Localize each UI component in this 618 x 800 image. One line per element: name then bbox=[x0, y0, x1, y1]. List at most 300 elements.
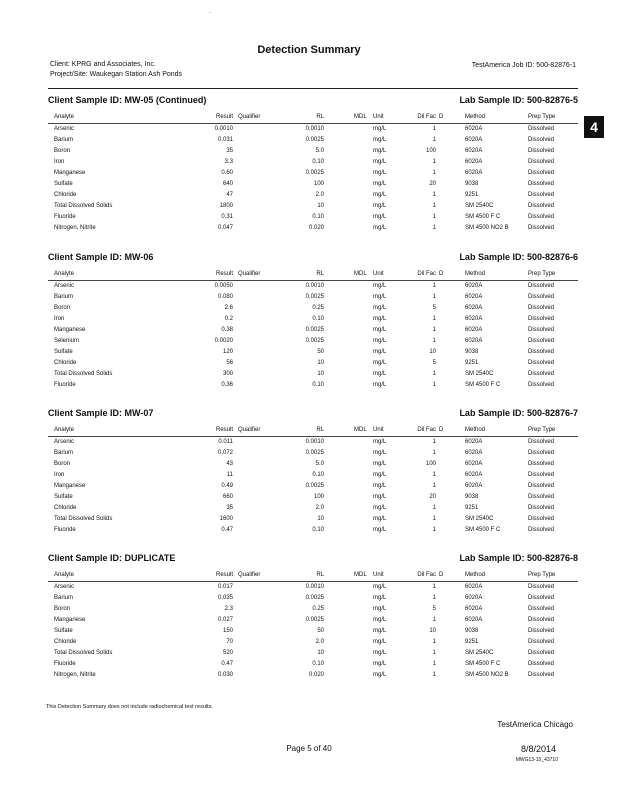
table-row bbox=[48, 179, 578, 190]
cell-method: 6020A bbox=[465, 472, 483, 478]
cell-analyte: Nitrogen, Nitrite bbox=[54, 672, 96, 678]
table-column-headers bbox=[48, 570, 578, 582]
cell-analyte: Sulfate bbox=[54, 349, 73, 355]
cell-rl: 100 bbox=[313, 494, 324, 500]
cell-unit: mg/L bbox=[373, 382, 387, 388]
table-row bbox=[48, 615, 578, 626]
column-header-d: D bbox=[439, 572, 444, 578]
cell-analyte: Arsenic bbox=[54, 584, 75, 590]
cell-analyte: Manganese bbox=[54, 617, 86, 623]
cell-result: 0.080 bbox=[217, 294, 233, 300]
header-divider bbox=[48, 88, 578, 89]
cell-prep-type: Dissolved bbox=[528, 214, 555, 220]
table-row bbox=[48, 358, 578, 369]
cell-dil-fac: 1 bbox=[432, 225, 436, 231]
cell-method: 9038 bbox=[465, 494, 479, 500]
cell-dil-fac: 1 bbox=[432, 294, 436, 300]
cell-rl: 10 bbox=[317, 650, 324, 656]
cell-unit: mg/L bbox=[373, 672, 387, 678]
cell-analyte: Arsenic bbox=[54, 439, 75, 445]
cell-result: 0.49 bbox=[221, 483, 233, 489]
column-header-dil-fac: Dil Fac bbox=[417, 271, 436, 277]
cell-result: 0.47 bbox=[221, 661, 233, 667]
column-header-result: Result bbox=[215, 271, 233, 277]
cell-result: 0.011 bbox=[218, 439, 233, 445]
table-row bbox=[48, 168, 578, 179]
cell-rl: 0.0025 bbox=[305, 617, 324, 623]
cell-method: 6020A bbox=[465, 327, 483, 333]
cell-analyte: Boron bbox=[54, 148, 71, 154]
cell-prep-type: Dissolved bbox=[528, 450, 555, 456]
client-name: Client: KPRG and Associates, Inc. bbox=[50, 61, 156, 68]
column-header-dil-fac: Dil Fac bbox=[417, 427, 436, 433]
table-column-headers bbox=[48, 112, 578, 124]
sample-section-header bbox=[48, 553, 578, 566]
table-row bbox=[48, 448, 578, 459]
cell-unit: mg/L bbox=[373, 327, 387, 333]
cell-dil-fac: 1 bbox=[432, 316, 436, 322]
cell-prep-type: Dissolved bbox=[528, 305, 555, 311]
client-sample-id: Client Sample ID: MW-07 bbox=[48, 408, 154, 418]
column-header-prep-type: Prep Type bbox=[528, 114, 556, 120]
table-row bbox=[48, 135, 578, 146]
cell-result: 0.047 bbox=[217, 225, 233, 231]
cell-result: 47 bbox=[226, 192, 233, 198]
table-row bbox=[48, 190, 578, 201]
cell-rl: 0.0010 bbox=[305, 584, 324, 590]
column-header-qualifier: Qualifier bbox=[238, 114, 261, 120]
column-header-dil-fac: Dil Fac bbox=[417, 572, 436, 578]
cell-unit: mg/L bbox=[373, 661, 387, 667]
lab-sample-id: Lab Sample ID: 500-82876-8 bbox=[459, 553, 578, 563]
table-row bbox=[48, 514, 578, 525]
client-sample-id: Client Sample ID: MW-05 (Continued) bbox=[48, 95, 207, 105]
cell-unit: mg/L bbox=[373, 639, 387, 645]
cell-result: 0.38 bbox=[221, 327, 233, 333]
cell-rl: 0.10 bbox=[312, 527, 324, 533]
footnote: This Detection Summary does not include radiochemical test results. bbox=[46, 704, 213, 710]
cell-method: 9251 bbox=[465, 505, 479, 511]
table-row bbox=[48, 325, 578, 336]
sample-section-header bbox=[48, 252, 578, 265]
cell-method: SM 4500 F C bbox=[465, 214, 501, 220]
column-header-qualifier: Qualifier bbox=[238, 572, 261, 578]
lab-sample-id: Lab Sample ID: 500-82876-5 bbox=[459, 95, 578, 105]
cell-method: 6020A bbox=[465, 584, 483, 590]
cell-method: 9251 bbox=[465, 192, 479, 198]
cell-method: 6020A bbox=[465, 439, 483, 445]
cell-analyte: Barium bbox=[54, 450, 74, 456]
cell-prep-type: Dissolved bbox=[528, 661, 555, 667]
cell-prep-type: Dissolved bbox=[528, 461, 555, 467]
column-header-prep-type: Prep Type bbox=[528, 271, 556, 277]
column-header-analyte: Analyte bbox=[54, 271, 75, 277]
cell-prep-type: Dissolved bbox=[528, 472, 555, 478]
cell-result: 660 bbox=[222, 494, 233, 500]
column-header-mdl: MDL bbox=[354, 572, 367, 578]
table-row bbox=[48, 492, 578, 503]
cell-method: 9251 bbox=[465, 360, 479, 366]
cell-method: 9038 bbox=[465, 349, 479, 355]
cell-result: 3.3 bbox=[224, 159, 233, 165]
cell-method: 6020A bbox=[465, 159, 483, 165]
cell-analyte: Fluoride bbox=[54, 527, 76, 533]
cell-unit: mg/L bbox=[373, 461, 387, 467]
table-row bbox=[48, 525, 578, 536]
cell-analyte: Barium bbox=[54, 595, 74, 601]
cell-analyte: Arsenic bbox=[54, 283, 75, 289]
cell-prep-type: Dissolved bbox=[528, 225, 555, 231]
table-row bbox=[48, 503, 578, 514]
cell-prep-type: Dissolved bbox=[528, 639, 555, 645]
column-header-unit: Unit bbox=[373, 114, 384, 120]
cell-dil-fac: 1 bbox=[432, 450, 436, 456]
cell-unit: mg/L bbox=[373, 472, 387, 478]
cell-method: 9038 bbox=[465, 181, 479, 187]
cell-dil-fac: 1 bbox=[432, 439, 436, 445]
cell-dil-fac: 5 bbox=[432, 360, 436, 366]
cell-rl: 0.0025 bbox=[305, 170, 324, 176]
cell-result: 0.2 bbox=[224, 316, 233, 322]
cell-prep-type: Dissolved bbox=[528, 137, 555, 143]
cell-prep-type: Dissolved bbox=[528, 192, 555, 198]
cell-prep-type: Dissolved bbox=[528, 628, 555, 634]
cell-analyte: Fluoride bbox=[54, 661, 76, 667]
cell-dil-fac: 1 bbox=[432, 505, 436, 511]
cell-analyte: Sulfate bbox=[54, 494, 73, 500]
cell-analyte: Boron bbox=[54, 606, 71, 612]
column-header-method: Method bbox=[465, 572, 486, 578]
cell-prep-type: Dissolved bbox=[528, 672, 555, 678]
scan-mark: · bbox=[209, 10, 211, 16]
cell-dil-fac: 1 bbox=[432, 126, 436, 132]
table-row bbox=[48, 146, 578, 157]
cell-dil-fac: 5 bbox=[432, 305, 436, 311]
cell-rl: 50 bbox=[317, 628, 324, 634]
cell-result: 70 bbox=[226, 639, 233, 645]
column-header-mdl: MDL bbox=[354, 427, 367, 433]
column-header-analyte: Analyte bbox=[54, 427, 75, 433]
document-reference: MWG13-15_43710 bbox=[515, 757, 558, 763]
cell-prep-type: Dissolved bbox=[528, 181, 555, 187]
cell-dil-fac: 1 bbox=[432, 650, 436, 656]
cell-prep-type: Dissolved bbox=[528, 360, 555, 366]
cell-dil-fac: 100 bbox=[425, 461, 436, 467]
report-date: 8/8/2014 bbox=[520, 744, 556, 754]
cell-result: 0.017 bbox=[217, 584, 233, 590]
cell-dil-fac: 1 bbox=[432, 617, 436, 623]
cell-rl: 0.25 bbox=[312, 305, 324, 311]
cell-method: 6020A bbox=[465, 606, 483, 612]
cell-rl: 10 bbox=[317, 516, 324, 522]
cell-dil-fac: 1 bbox=[432, 639, 436, 645]
cell-analyte: Boron bbox=[54, 461, 71, 467]
cell-rl: 0.10 bbox=[312, 661, 324, 667]
sample-section bbox=[48, 408, 578, 536]
table-row bbox=[48, 314, 578, 325]
cell-rl: 10 bbox=[317, 371, 324, 377]
cell-method: SM 2540C bbox=[465, 371, 494, 377]
cell-prep-type: Dissolved bbox=[528, 617, 555, 623]
cell-rl: 2.0 bbox=[315, 505, 324, 511]
cell-rl: 0.0025 bbox=[305, 595, 324, 601]
cell-analyte: Arsenic bbox=[54, 126, 75, 132]
cell-dil-fac: 1 bbox=[432, 472, 436, 478]
table-row bbox=[48, 212, 578, 223]
table-row bbox=[48, 369, 578, 380]
cell-analyte: Fluoride bbox=[54, 214, 76, 220]
cell-result: 35 bbox=[226, 148, 233, 154]
cell-rl: 50 bbox=[317, 349, 324, 355]
table-row bbox=[48, 593, 578, 604]
cell-unit: mg/L bbox=[373, 192, 387, 198]
client-sample-id: Client Sample ID: MW-06 bbox=[48, 252, 154, 262]
cell-prep-type: Dissolved bbox=[528, 595, 555, 601]
column-header-result: Result bbox=[215, 114, 233, 120]
cell-analyte: Total Dissolved Solids bbox=[54, 650, 113, 656]
cell-prep-type: Dissolved bbox=[528, 382, 555, 388]
table-row bbox=[48, 670, 578, 681]
cell-unit: mg/L bbox=[373, 450, 387, 456]
table-row bbox=[48, 303, 578, 314]
cell-analyte: Barium bbox=[54, 137, 74, 143]
cell-unit: mg/L bbox=[373, 203, 387, 209]
cell-method: SM 4500 F C bbox=[465, 661, 501, 667]
cell-analyte: Chloride bbox=[54, 360, 77, 366]
cell-analyte: Chloride bbox=[54, 505, 77, 511]
cell-method: 6020A bbox=[465, 170, 483, 176]
cell-prep-type: Dissolved bbox=[528, 148, 555, 154]
cell-result: 2.3 bbox=[224, 606, 233, 612]
cell-method: 9251 bbox=[465, 639, 479, 645]
cell-rl: 0.0025 bbox=[305, 294, 324, 300]
table-row bbox=[48, 380, 578, 391]
cell-unit: mg/L bbox=[373, 584, 387, 590]
cell-rl: 0.10 bbox=[312, 214, 324, 220]
column-header-rl: RL bbox=[316, 271, 324, 277]
cell-analyte: Barium bbox=[54, 294, 74, 300]
cell-dil-fac: 1 bbox=[432, 672, 436, 678]
cell-method: 6020A bbox=[465, 617, 483, 623]
cell-prep-type: Dissolved bbox=[528, 349, 555, 355]
cell-prep-type: Dissolved bbox=[528, 294, 555, 300]
cell-dil-fac: 10 bbox=[429, 349, 436, 355]
column-header-unit: Unit bbox=[373, 271, 384, 277]
column-header-method: Method bbox=[465, 114, 486, 120]
cell-prep-type: Dissolved bbox=[528, 159, 555, 165]
table-row bbox=[48, 201, 578, 212]
cell-prep-type: Dissolved bbox=[528, 327, 555, 333]
cell-unit: mg/L bbox=[373, 483, 387, 489]
table-row bbox=[48, 648, 578, 659]
column-header-mdl: MDL bbox=[354, 114, 367, 120]
column-header-d: D bbox=[439, 427, 444, 433]
project-site: Project/Site: Waukegan Station Ash Ponds bbox=[50, 71, 183, 78]
cell-analyte: Total Dissolved Solids bbox=[54, 516, 113, 522]
column-header-unit: Unit bbox=[373, 427, 384, 433]
cell-result: 1600 bbox=[219, 516, 233, 522]
table-row bbox=[48, 347, 578, 358]
cell-unit: mg/L bbox=[373, 494, 387, 500]
cell-dil-fac: 1 bbox=[432, 170, 436, 176]
cell-method: 6020A bbox=[465, 283, 483, 289]
cell-method: SM 4500 NO2 B bbox=[465, 672, 509, 678]
cell-method: 6020A bbox=[465, 148, 483, 154]
cell-method: 6020A bbox=[465, 126, 483, 132]
cell-result: 0.60 bbox=[221, 170, 233, 176]
cell-prep-type: Dissolved bbox=[528, 170, 555, 176]
cell-prep-type: Dissolved bbox=[528, 505, 555, 511]
cell-rl: 0.0025 bbox=[305, 338, 324, 344]
table-row bbox=[48, 223, 578, 234]
cell-rl: 2.0 bbox=[315, 639, 324, 645]
column-header-rl: RL bbox=[316, 427, 324, 433]
cell-unit: mg/L bbox=[373, 283, 387, 289]
cell-rl: 0.020 bbox=[308, 672, 324, 678]
cell-analyte: Nitrogen, Nitrite bbox=[54, 225, 96, 231]
cell-result: 0.31 bbox=[221, 214, 233, 220]
cell-rl: 0.0010 bbox=[305, 126, 324, 132]
cell-rl: 0.25 bbox=[312, 606, 324, 612]
cell-analyte: Manganese bbox=[54, 483, 86, 489]
column-header-method: Method bbox=[465, 427, 486, 433]
cell-result: 43 bbox=[226, 461, 233, 467]
lab-sample-id: Lab Sample ID: 500-82876-6 bbox=[459, 252, 578, 262]
cell-unit: mg/L bbox=[373, 527, 387, 533]
cell-analyte: Manganese bbox=[54, 327, 86, 333]
cell-prep-type: Dissolved bbox=[528, 316, 555, 322]
column-header-d: D bbox=[439, 271, 444, 277]
cell-method: SM 4500 NO2 B bbox=[465, 225, 509, 231]
cell-dil-fac: 1 bbox=[432, 483, 436, 489]
cell-method: SM 4500 F C bbox=[465, 527, 501, 533]
lab-sample-id: Lab Sample ID: 500-82876-7 bbox=[459, 408, 578, 418]
cell-result: 0.47 bbox=[221, 527, 233, 533]
cell-method: SM 2540C bbox=[465, 203, 494, 209]
table-column-headers bbox=[48, 425, 578, 437]
cell-result: 56 bbox=[226, 360, 233, 366]
cell-analyte: Iron bbox=[54, 316, 65, 322]
cell-result: 150 bbox=[222, 628, 233, 634]
cell-rl: 0.10 bbox=[312, 316, 324, 322]
cell-method: 6020A bbox=[465, 305, 483, 311]
cell-rl: 0.0010 bbox=[305, 283, 324, 289]
column-header-result: Result bbox=[215, 427, 233, 433]
cell-method: 6020A bbox=[465, 338, 483, 344]
cell-unit: mg/L bbox=[373, 628, 387, 634]
cell-analyte: Sulfate bbox=[54, 181, 73, 187]
table-row bbox=[48, 470, 578, 481]
column-header-rl: RL bbox=[316, 572, 324, 578]
table-row bbox=[48, 604, 578, 615]
cell-unit: mg/L bbox=[373, 214, 387, 220]
cell-rl: 5.0 bbox=[315, 148, 324, 154]
column-header-result: Result bbox=[215, 572, 233, 578]
table-row bbox=[48, 157, 578, 168]
client-sample-id: Client Sample ID: DUPLICATE bbox=[48, 553, 176, 563]
cell-dil-fac: 100 bbox=[425, 148, 436, 154]
cell-result: 0.027 bbox=[217, 617, 233, 623]
cell-result: 0.0050 bbox=[214, 283, 233, 289]
cell-analyte: Selenium bbox=[54, 338, 80, 344]
cell-method: 6020A bbox=[465, 450, 483, 456]
cell-result: 0.030 bbox=[217, 672, 233, 678]
table-column-headers bbox=[48, 269, 578, 281]
cell-rl: 10 bbox=[317, 360, 324, 366]
cell-unit: mg/L bbox=[373, 305, 387, 311]
cell-result: 1800 bbox=[219, 203, 233, 209]
cell-analyte: Sulfate bbox=[54, 628, 73, 634]
job-id: TestAmerica Job ID: 500-82876-1 bbox=[471, 62, 576, 69]
column-header-rl: RL bbox=[316, 114, 324, 120]
column-header-unit: Unit bbox=[373, 572, 384, 578]
cell-result: 0.0010 bbox=[214, 126, 233, 132]
cell-rl: 0.0010 bbox=[305, 439, 324, 445]
cell-result: 640 bbox=[222, 181, 233, 187]
cell-dil-fac: 1 bbox=[432, 527, 436, 533]
cell-rl: 5.0 bbox=[315, 461, 324, 467]
cell-analyte: Chloride bbox=[54, 192, 77, 198]
cell-unit: mg/L bbox=[373, 371, 387, 377]
cell-unit: mg/L bbox=[373, 360, 387, 366]
cell-result: 0.36 bbox=[221, 382, 233, 388]
cell-method: 6020A bbox=[465, 483, 483, 489]
cell-rl: 0.0025 bbox=[305, 450, 324, 456]
table-row bbox=[48, 336, 578, 347]
cell-analyte: Fluoride bbox=[54, 382, 76, 388]
table-row bbox=[48, 659, 578, 670]
cell-dil-fac: 10 bbox=[429, 628, 436, 634]
cell-unit: mg/L bbox=[373, 170, 387, 176]
cell-analyte: Total Dissolved Solids bbox=[54, 371, 113, 377]
column-header-prep-type: Prep Type bbox=[528, 572, 556, 578]
cell-prep-type: Dissolved bbox=[528, 203, 555, 209]
cell-unit: mg/L bbox=[373, 595, 387, 601]
cell-analyte: Iron bbox=[54, 159, 65, 165]
cell-analyte: Chloride bbox=[54, 639, 77, 645]
cell-result: 0.035 bbox=[217, 595, 233, 601]
cell-prep-type: Dissolved bbox=[528, 606, 555, 612]
cell-dil-fac: 1 bbox=[432, 192, 436, 198]
cell-rl: 0.10 bbox=[312, 159, 324, 165]
cell-dil-fac: 1 bbox=[432, 584, 436, 590]
column-header-qualifier: Qualifier bbox=[238, 427, 261, 433]
cell-unit: mg/L bbox=[373, 316, 387, 322]
cell-result: 120 bbox=[222, 349, 233, 355]
cell-result: 300 bbox=[222, 371, 233, 377]
cell-unit: mg/L bbox=[373, 606, 387, 612]
cell-dil-fac: 1 bbox=[432, 371, 436, 377]
cell-analyte: Total Dissolved Solids bbox=[54, 203, 113, 209]
cell-unit: mg/L bbox=[373, 294, 387, 300]
column-header-dil-fac: Dil Fac bbox=[417, 114, 436, 120]
cell-analyte: Boron bbox=[54, 305, 71, 311]
sample-section-header bbox=[48, 95, 578, 108]
cell-method: 6020A bbox=[465, 316, 483, 322]
cell-result: 2.6 bbox=[224, 305, 233, 311]
cell-method: 6020A bbox=[465, 294, 483, 300]
column-header-prep-type: Prep Type bbox=[528, 427, 556, 433]
cell-dil-fac: 1 bbox=[432, 516, 436, 522]
cell-prep-type: Dissolved bbox=[528, 371, 555, 377]
cell-unit: mg/L bbox=[373, 349, 387, 355]
lab-name: TestAmerica Chicago bbox=[497, 720, 573, 729]
sample-section-header bbox=[48, 408, 578, 421]
table-row bbox=[48, 292, 578, 303]
cell-rl: 2.0 bbox=[315, 192, 324, 198]
cell-result: 0.031 bbox=[217, 137, 233, 143]
cell-dil-fac: 1 bbox=[432, 327, 436, 333]
